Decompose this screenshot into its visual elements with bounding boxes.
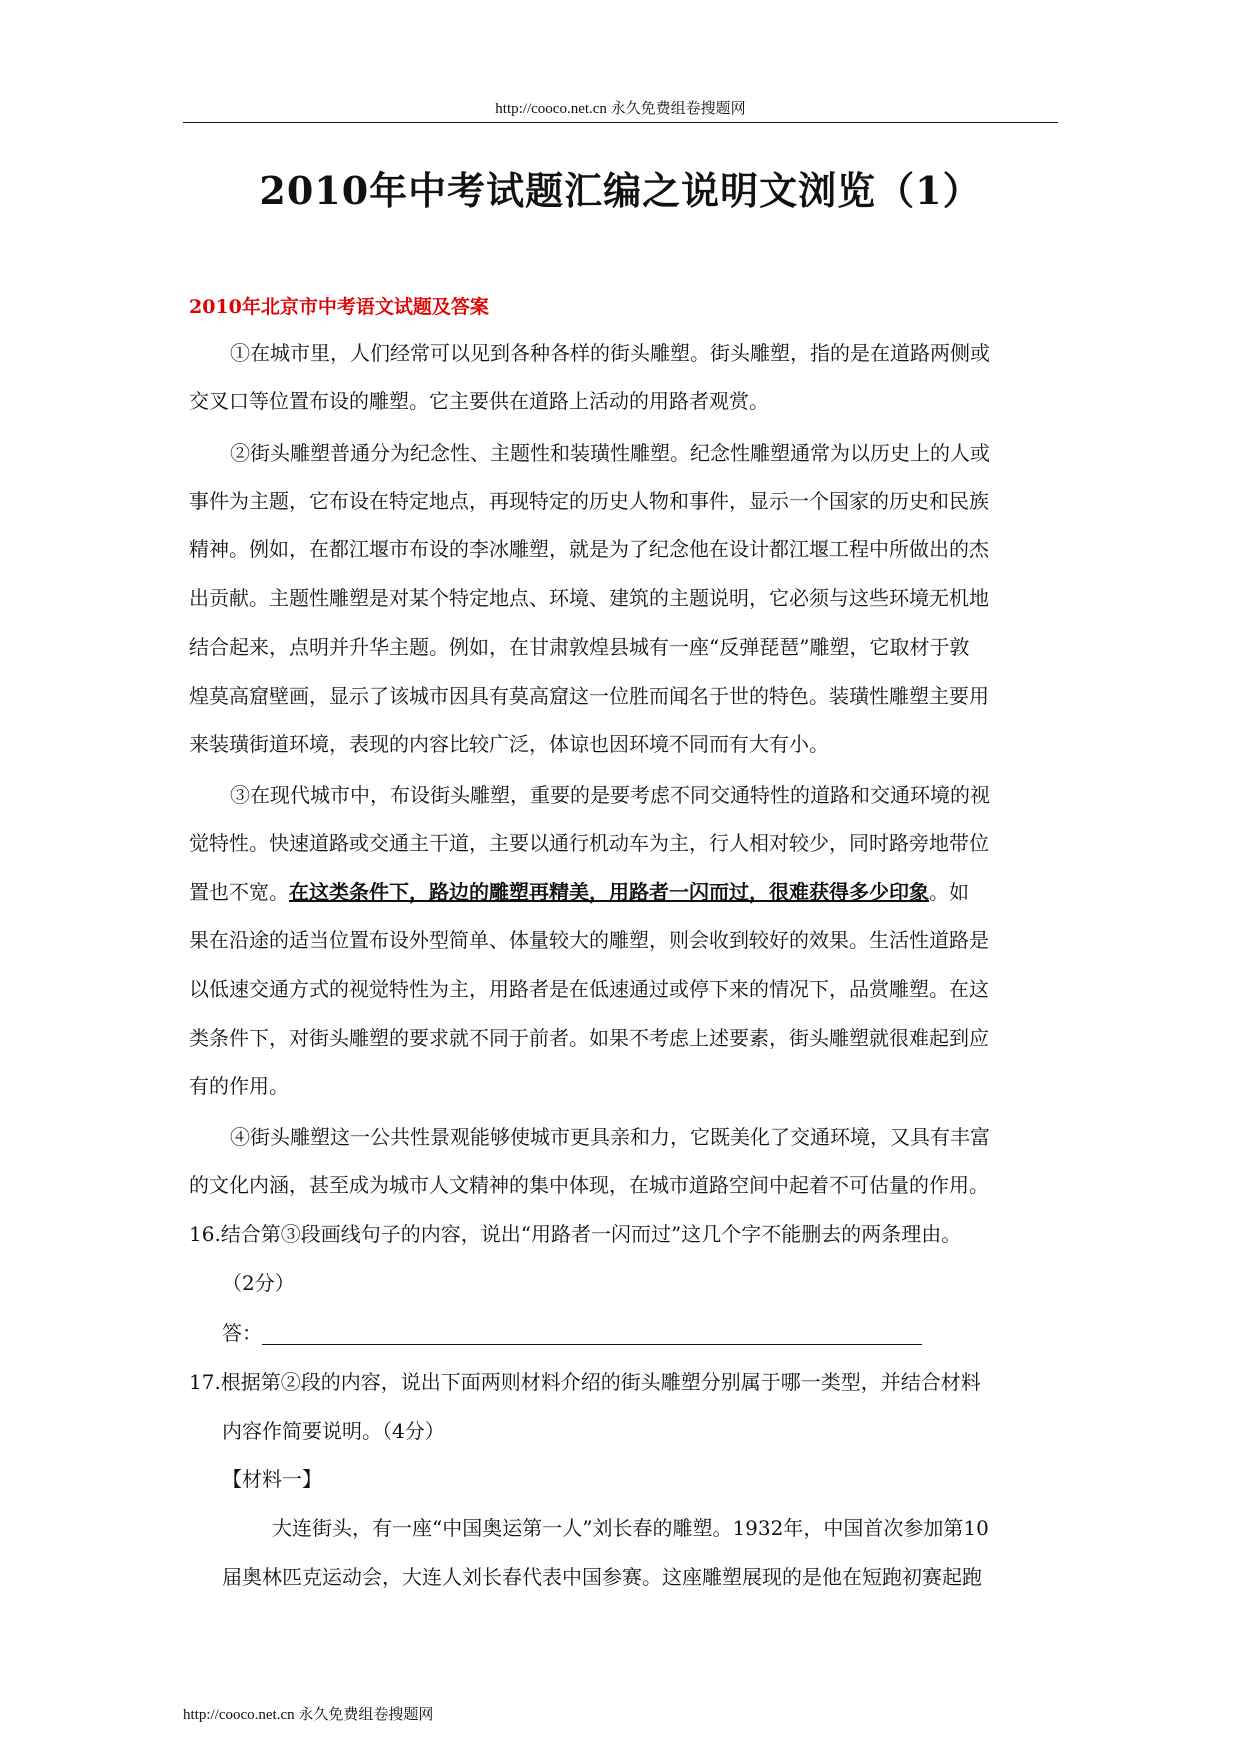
material-line: 大连街头，有一座“中国奥运第一人”刘长春的雕塑。1932年，中国首次参加第10 xyxy=(272,1516,989,1540)
paragraph-line: 出贡献。主题性雕塑是对某个特定地点、环境、建筑的主题说明，它必须与这些环境无机地 xyxy=(189,586,989,610)
paragraph-line: 的文化内涵，甚至成为城市人文精神的集中体现，在城市道路空间中起着不可估量的作用。 xyxy=(189,1173,989,1197)
page-title: 2010年中考试题汇编之说明文浏览（1） xyxy=(259,168,982,213)
paragraph-line: 来装璜街道环境，表现的内容比较广泛，体谅也因环境不同而有大有小。 xyxy=(189,732,829,756)
paragraph-line: ③在现代城市中，布设街头雕塑，重要的是要考虑不同交通特性的道路和交通环境的视 xyxy=(230,783,990,807)
paragraph-line: ②街头雕塑普通分为纪念性、主题性和装璜性雕塑。纪念性雕塑通常为以历史上的人或 xyxy=(230,441,990,465)
question-16: 16.结合第③段画线句子的内容，说出“用路者一闪而过”这几个字不能删去的两条理由。 xyxy=(189,1222,962,1246)
paragraph-line: 觉特性。快速道路或交通主干道，主要以通行机动车为主，行人相对较少，同时路旁地带位 xyxy=(189,831,989,855)
paragraph-line: 果在沿途的适当位置布设外型简单、体量较大的雕塑，则会收到较好的效果。生活性道路是 xyxy=(189,928,989,952)
paragraph-line: 煌莫高窟壁画，显示了该城市因具有莫高窟这一位胜而闻名于世的特色。装璜性雕塑主要用 xyxy=(189,684,989,708)
paragraph-line: ④街头雕塑这一公共性景观能够使城市更具亲和力，它既美化了交通环境，又具有丰富 xyxy=(230,1125,990,1149)
paragraph-line: 事件为主题，它布设在特定地点，再现特定的历史人物和事件，显示一个国家的历史和民族 xyxy=(189,489,989,513)
line-text: 置也不宽。 xyxy=(189,880,289,904)
question-16-points: （2分） xyxy=(222,1271,295,1295)
paragraph-line: 交叉口等位置布设的雕塑。它主要供在道路上活动的用路者观赏。 xyxy=(189,389,769,413)
material-line: 届奥林匹克运动会，大连人刘长春代表中国参赛。这座雕塑展现的是他在短跑初赛起跑 xyxy=(222,1565,982,1589)
page-header: http://cooco.net.cn 永久免费组卷搜题网 xyxy=(495,101,746,117)
paragraph-line: 以低速交通方式的视觉特性为主，用路者是在低速通过或停下来的情况下，品赏雕塑。在这 xyxy=(189,977,989,1001)
line-text: 。如 xyxy=(929,880,969,904)
material-heading: 【材料一】 xyxy=(222,1467,322,1491)
question-17: 17.根据第②段的内容，说出下面两则材料介绍的街头雕塑分别属于哪一类型，并结合材料 xyxy=(189,1370,981,1394)
paragraph-line xyxy=(189,877,969,907)
paragraph-line: 有的作用。 xyxy=(189,1074,289,1098)
answer-label: 答： xyxy=(222,1321,262,1345)
paragraph-line: 类条件下，对街头雕塑的要求就不同于前者。如果不考虑上述要素，街头雕塑就很难起到应 xyxy=(189,1026,989,1050)
header-rule xyxy=(183,122,1058,123)
answer-blank-line[interactable] xyxy=(262,1344,922,1345)
paragraph-line: ①在城市里，人们经常可以见到各种各样的街头雕塑。街头雕塑，指的是在道路两侧或 xyxy=(230,341,990,365)
question-17-line: 内容作简要说明。（4分） xyxy=(222,1419,445,1443)
paragraph-line: 结合起来，点明并升华主题。例如，在甘肃敦煌县城有一座“反弹琵琶”雕塑，它取材于敦 xyxy=(189,635,970,659)
paragraph-line: 精神。例如，在都江堰市布设的李冰雕塑，就是为了纪念他在设计都江堰工程中所做出的杰 xyxy=(189,537,989,561)
page-footer: http://cooco.net.cn 永久免费组卷搜题网 xyxy=(183,1707,434,1723)
underlined-sentence: 在这类条件下，路边的雕塑再精美，用路者一闪而过，很难获得多少印象 xyxy=(289,880,929,904)
section-heading: 2010年北京市中考语文试题及答案 xyxy=(189,296,489,318)
